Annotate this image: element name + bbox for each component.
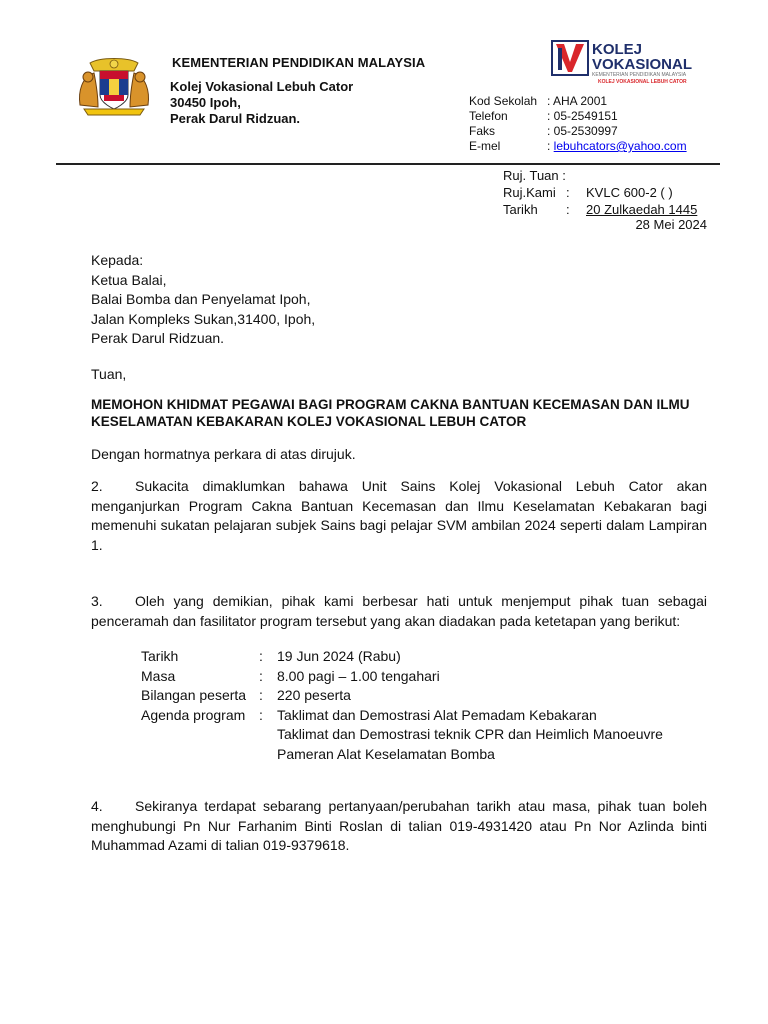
tarikh-masihi: 28 Mei 2024 — [635, 217, 707, 232]
schedule-label: Tarikh — [141, 648, 179, 664]
recipient-line: Kepada: — [91, 252, 144, 268]
program-schedule — [141, 647, 663, 764]
address-line: Perak Darul Ridzuan. — [170, 111, 301, 126]
recipient-line: Balai Bomba dan Penyelamat Ipoh, — [91, 291, 311, 307]
recipient-line: Perak Darul Ridzuan. — [91, 330, 225, 346]
colon: : — [259, 648, 263, 664]
logo-line2: VOKASIONAL — [592, 56, 693, 73]
colon: : — [566, 185, 570, 200]
contact-row — [469, 139, 687, 154]
logo-line3: KEMENTERIAN PENDIDIKAN MALAYSIA — [592, 72, 687, 78]
agenda-item: Pameran Alat Keselamatan Bomba — [277, 745, 495, 762]
contact-row — [469, 124, 687, 139]
schedule-row — [141, 647, 663, 667]
salutation: Tuan, — [91, 366, 127, 382]
contact-row — [469, 94, 687, 109]
address-line: 30450 Ipoh, — [170, 95, 241, 110]
paragraph-text: Sukacita dimaklumkan bahawa Unit Sains Kolej Vokasional Lebuh Cator akan menganjurkan Program Cakna Bantuan Kecemasan dan Ilmu Keselamatan Kebakaran bagi memenuhi sukatan pelajaran subjek Sains bagi pelajar SVM ambilan 2024 seperti dalam Lampiran 1. — [91, 478, 707, 553]
agenda-item: Taklimat dan Demostrasi teknik CPR dan Heimlich Manoeuvre — [277, 726, 663, 742]
paragraph-1: Dengan hormatnya perkara di atas dirujuk. — [91, 446, 356, 462]
recipient-line: Ketua Balai, — [91, 271, 167, 288]
ministry-name: KEMENTERIAN PENDIDIKAN MALAYSIA — [172, 55, 426, 70]
ruj-kami-value: KVLC 600-2 ( ) — [586, 185, 673, 200]
contact-value: : AHA 2001 — [547, 94, 608, 108]
schedule-row — [141, 667, 663, 687]
paragraph-text: Sekiranya terdapat sebarang pertanyaan/perubahan tarikh atau masa, pihak tuan boleh menghubungi Pn Nur Farhanim Binti Roslan di talian 019-4931420 atau Pn Nor Azlinda binti Muhammad Azami di talian 019-9379618. — [91, 798, 707, 853]
paragraph-4 — [91, 797, 707, 856]
header-divider — [56, 163, 720, 165]
paragraph-number: 3. — [91, 593, 103, 609]
schedule-row — [141, 686, 663, 706]
schedule-value: 8.00 pagi – 1.00 tengahari — [277, 667, 440, 684]
colon: : — [259, 667, 263, 684]
contact-value — [547, 139, 687, 154]
contact-label: Kod Sekolah — [469, 94, 538, 108]
letter-subject: MEMOHON KHIDMAT PEGAWAI BAGI PROGRAM CAKNA BANTUAN KECEMASAN DAN ILMU KESELAMATAN KEBAKARAN KOLEJ VOKASIONAL LEBUH CATOR — [91, 397, 690, 429]
paragraph-number: 4. — [91, 798, 103, 814]
schedule-row — [141, 706, 663, 765]
address-line: Kolej Vokasional Lebuh Cator — [170, 79, 354, 94]
paragraph-2 — [91, 477, 707, 555]
paragraph-text: Oleh yang demikian, pihak kami berbesar hati untuk menjemput pihak tuan sebagai penceramah dan fasilitator program tersebut yang akan diadakan pada ketetapan yang berikut: — [91, 593, 707, 629]
paragraph-number: 2. — [91, 478, 103, 494]
paragraph-3 — [91, 592, 707, 631]
recipient-line: Jalan Kompleks Sukan,31400, Ipoh, — [91, 310, 316, 327]
contact-label: Telefon — [469, 109, 508, 123]
kolej-vokasional-logo — [550, 38, 700, 88]
ruj-kami-label: Ruj.Kami — [503, 185, 556, 200]
email-link[interactable]: lebuhcators@yahoo.com — [553, 139, 687, 153]
contact-value: : 05-2549151 — [547, 109, 618, 123]
logo-line4: KOLEJ VOKASIONAL LEBUH CATOR — [598, 79, 687, 85]
recipient-block — [91, 251, 315, 349]
college-address — [170, 79, 353, 127]
schedule-label: Bilangan peserta — [141, 687, 247, 703]
malaysia-coat-of-arms-icon — [70, 55, 158, 117]
colon: : — [259, 706, 263, 723]
reference-block — [503, 167, 697, 218]
ruj-tuan-label: Ruj. Tuan : — [503, 168, 566, 183]
contact-row — [469, 109, 687, 124]
logo-line1: KOLEJ — [592, 41, 643, 58]
contact-label: Faks — [469, 124, 496, 138]
tarikh-hijri: 20 Zulkaedah 1445 — [586, 202, 698, 217]
tarikh-label: Tarikh — [503, 202, 538, 217]
email-prefix: : — [547, 139, 554, 153]
schedule-label: Masa — [141, 667, 176, 684]
agenda-list — [277, 706, 663, 765]
contact-info — [469, 94, 687, 154]
colon: : — [259, 687, 263, 703]
contact-label: E-mel — [469, 139, 501, 153]
agenda-item: Taklimat dan Demostrasi Alat Pemadam Kebakaran — [277, 706, 597, 723]
schedule-label: Agenda program — [141, 706, 246, 723]
schedule-value: 220 peserta — [277, 687, 351, 703]
colon: : — [566, 202, 570, 217]
schedule-value: 19 Jun 2024 (Rabu) — [277, 648, 401, 664]
contact-value: : 05-2530997 — [547, 124, 618, 138]
